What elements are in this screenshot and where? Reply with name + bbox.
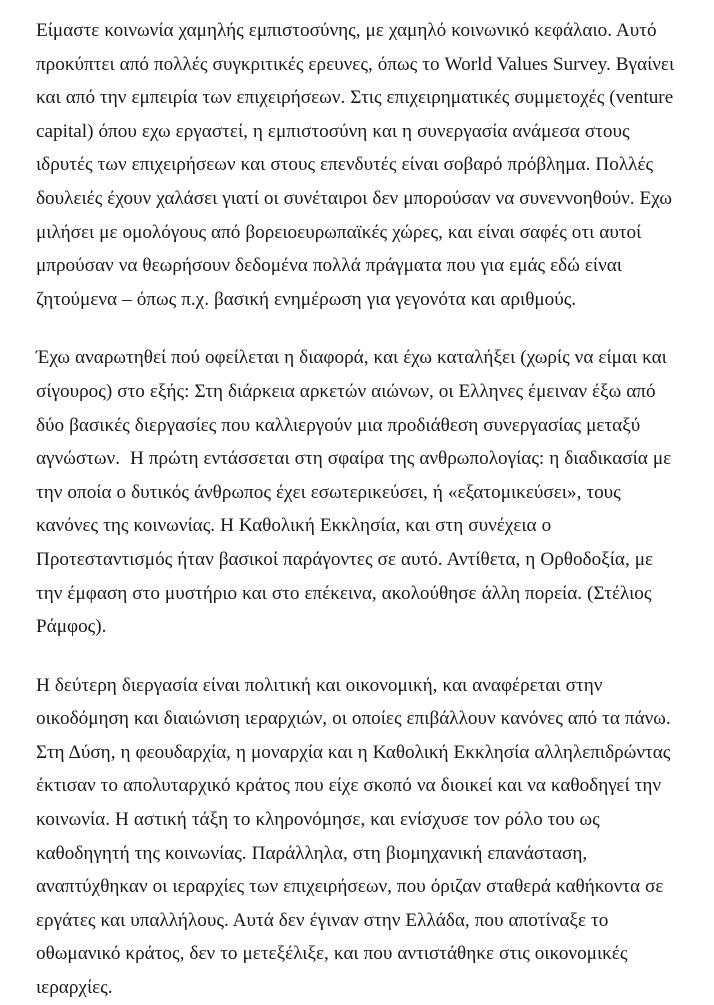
paragraph-3: Η δεύτερη διεργασία είναι πολιτική και οικονομική, και αναφέρεται στην οικοδόμηση και διαιώνιση ιεραρχιών, οι οποίες επιβάλλουν κανόνες από τα πάνω. Στη Δύση, η φεουδαρχία, η μοναρχία και η Καθολική Εκκλησία αλληλεπιδρώντας έκτισαν το απολυταρχικό κράτος που είχε σκοπό να διοικεί και να καθοδηγεί την κοινωνία. Η αστική τάξη το κληρονόμησε, και ενίσχυσε τον ρόλο του ως καθοδηγητή της κοινωνίας. Παράλληλα, στη βιομηχανική επανάσταση, αναπτύχθηκαν οι ιεραρχίες των επιχειρήσεων, που όριζαν σταθερά καθήκοντα σε εργάτες και υπαλλήλους. Αυτά δεν έγιναν στην Ελλάδα, που αποτίναξε το οθωμανικό κράτος, δεν το μετεξέλιξε, και που αντιστάθηκε στις οικονομικές ιεραρχίες. (36, 674, 676, 999)
paragraph-2: Έχω αναρωτηθεί πού οφείλεται η διαφορά, και έχω καταλήξει (χωρίς να είμαι και σίγουρος) στο εξής: Στη διάρκεια αρκετών αιώνων, οι Ελληνες έμειναν έξω από δύο βασικές διεργασίες που καλλιεργούν μια προδιάθεση συνεργασίας μεταξύ αγνώστων. Η πρώτη εντάσσεται στη σφαίρα της ανθρωπολογίας: η διαδικασία με την οποία ο δυτικός άνθρωπος έχει εσωτερικεύσει, ή «εξατομικεύσει», τους κανόνες της κοινωνίας. Η Καθολική Εκκλησία, και στη συνέχεια ο Προτεσταντισμός ήταν βασικοί παράγοντες σε αυτό. Αντίθετα, η Ορθοδοξία, με την έμφαση στο μυστήριο και στο επέκεινα, ακολούθησε άλλη πορεία. (Στέλιος Ράμφος). (36, 347, 677, 638)
article-body (36, 14, 684, 1005)
paragraph-1: Είμαστε κοινωνία χαμηλής εμπιστοσύνης, με χαμηλό κοινωνικό κεφάλαιο. Αυτό προκύπτει από πολλές συγκριτικές ερευνες, όπως το World Values Survey. Βγαίνει και από την εμπειρία των επιχειρήσεων. Στις επιχειρηματικές συμμετοχές (venture capital) όπου εχω εργαστεί, η εμπιστοσύνη και η συνεργασία ανάμεσα στους ιδρυτές των επιχειρήσεων και στους επενδυτές είναι σοβαρό πρόβλημα. Πολλές δουλειές έχουν χαλάσει γιατί οι συνέταιροι δεν μπορούσαν να συνεννοηθούν. Εχω μιλήσει με ομολόγους από βορειοευρωπαϊκές χώρες, και είναι σαφές οτι αυτοί μπρούσαν να θεωρήσουν δεδομένα πολλά πράγματα που για εμάς εδώ είναι ζητούμενα – όπως π.χ. βασική ενημέρωση για γεγονότα και αριθμούς. (36, 20, 680, 310)
